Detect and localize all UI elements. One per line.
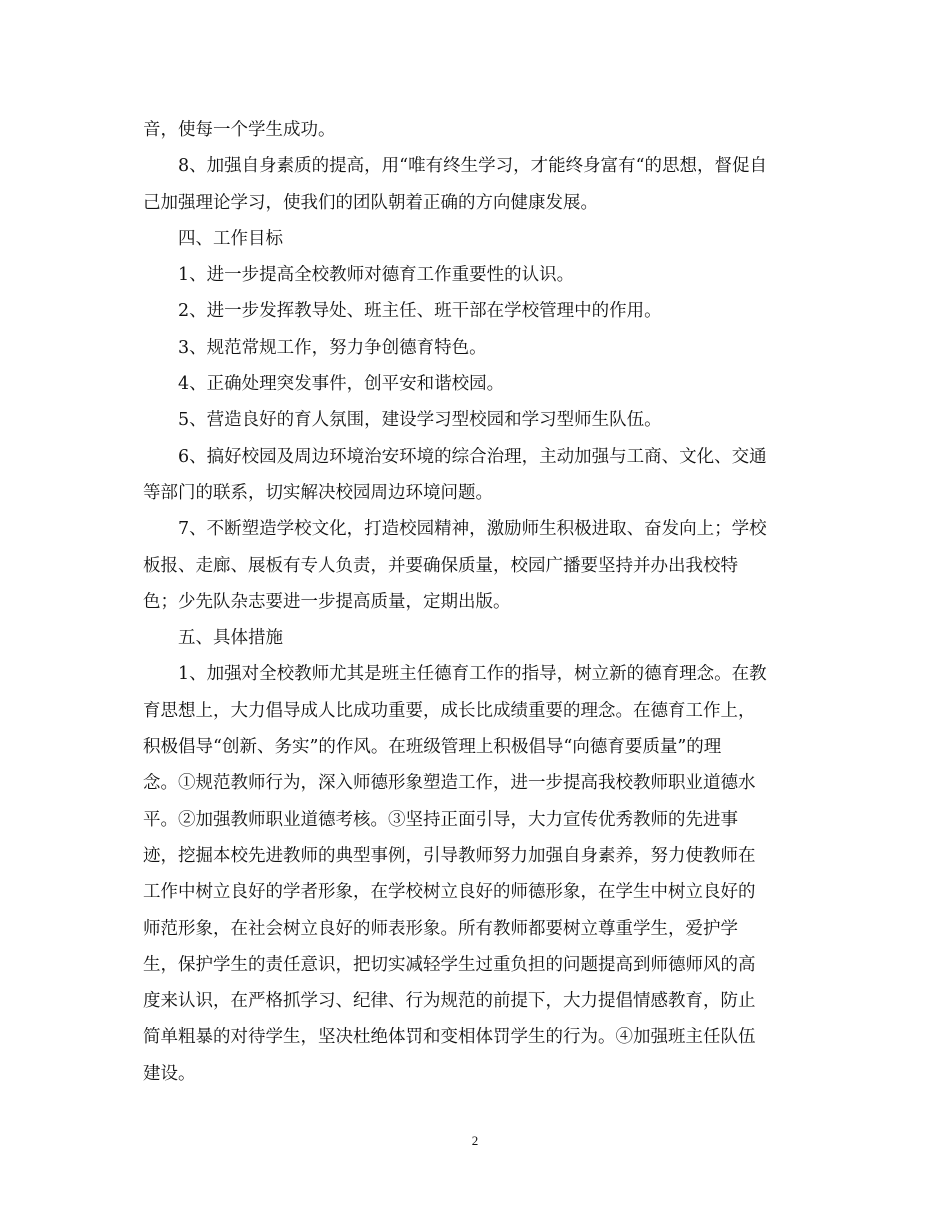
text-line: 8、加强自身素质的提高，用“唯有终生学习，才能终身富有“的思想，督促自: [178, 156, 768, 177]
text-line: 育思想上，大力倡导成人比成功重要，成长比成绩重要的理念。在德育工作上，: [143, 700, 756, 721]
text-line: 念。①规范教师行为，深入师德形象塑造工作，进一步提高我校教师职业道德水: [143, 773, 756, 794]
section-heading: 四、工作目标: [178, 228, 283, 249]
text-line: 等部门的联系，切实解决校园周边环境问题。: [143, 482, 493, 503]
text-line: 4、正确处理突发事件，创平安和谐校园。: [178, 374, 505, 395]
document-body: [143, 112, 809, 1092]
text-line: 色；少先队杂志要进一步提高质量，定期出版。: [143, 591, 511, 612]
section-heading: 五、具体措施: [178, 628, 283, 649]
text-line: 板报、走廊、展板有专人负责，并要确保质量，校园广播要坚持并办出我校特: [143, 555, 738, 576]
text-line: 生，保护学生的责任意识，把切实减轻学生过重负担的问题提高到师德师风的高: [143, 954, 756, 975]
text-line: 建设。: [143, 1063, 196, 1084]
text-line: 音，使每一个学生成功。: [143, 120, 336, 140]
text-line: 5、营造良好的育人氛围，建设学习型校园和学习型师生队伍。: [178, 410, 662, 431]
text-line: 1、加强对全校教师尤其是班主任德育工作的指导，树立新的德育理念。在教: [178, 664, 767, 685]
text-line: 3、规范常规工作，努力争创德育特色。: [178, 337, 487, 358]
text-line: 7、不断塑造学校文化，打造校园精神，激励师生积极进取、奋发向上；学校: [178, 519, 767, 540]
text-line: 2、进一步发挥教导处、班主任、班干部在学校管理中的作用。: [178, 301, 662, 322]
text-line: 简单粗暴的对待学生，坚决杜绝体罚和变相体罚学生的行为。④加强班主任队伍: [143, 1027, 756, 1048]
text-line: 工作中树立良好的学者形象，在学校树立良好的师德形象，在学生中树立良好的: [143, 882, 756, 903]
text-line: 己加强理论学习，使我们的团队朝着正确的方向健康发展。: [143, 192, 598, 213]
text-line: 积极倡导“创新、务实”的作风。在班级管理上积极倡导“向德育要质量”的理: [143, 737, 722, 758]
page-number: 2: [471, 1133, 479, 1148]
text-line: 迹，挖掘本校先进教师的典型事例，引导教师努力加强自身素养，努力使教师在: [143, 845, 756, 866]
text-line: 师范形象，在社会树立良好的师表形象。所有教师都要树立尊重学生，爱护学: [143, 918, 738, 939]
text-line: 度来认识，在严格抓学习、纪律、行为规范的前提下，大力提倡情感教育，防止: [143, 991, 756, 1012]
text-line: 平。②加强教师职业道德考核。③坚持正面引导，大力宣传优秀教师的先进事: [143, 809, 738, 830]
text-line: 1、进一步提高全校教师对德育工作重要性的认识。: [178, 265, 575, 286]
text-line: 6、搞好校园及周边环境治安环境的综合治理，主动加强与工商、文化、交通: [178, 446, 767, 467]
